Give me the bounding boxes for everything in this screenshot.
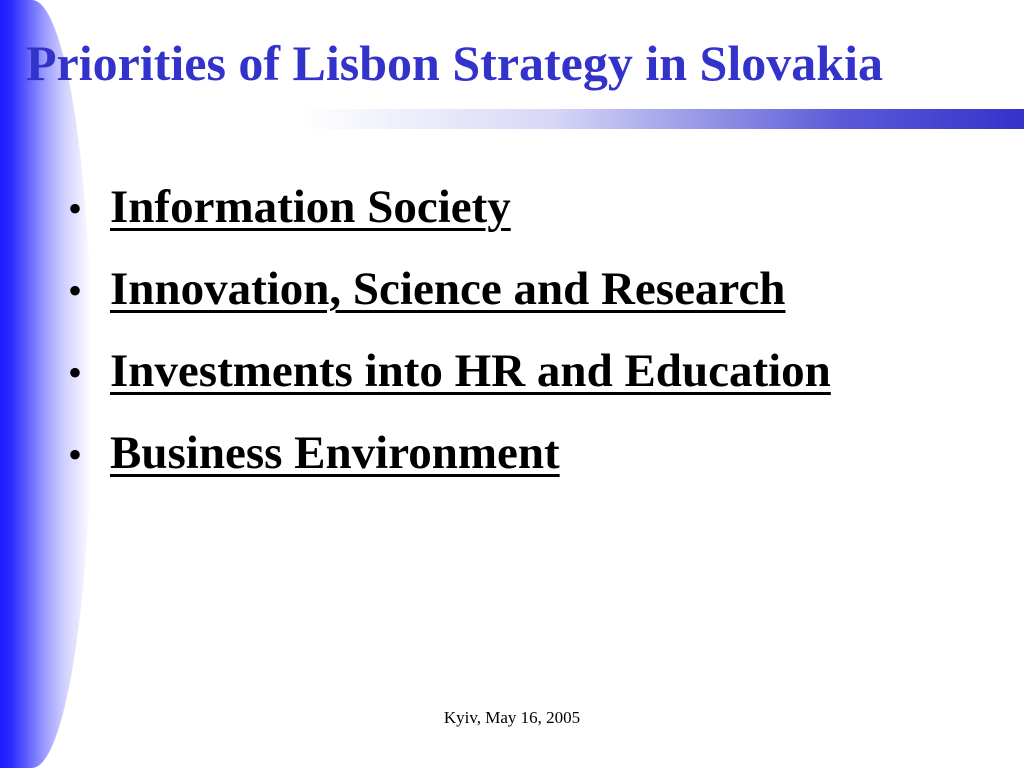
bullet-label[interactable]: Business Environment: [110, 427, 560, 479]
bullet-dot: •: [68, 268, 83, 313]
bullet-dot: •: [68, 350, 83, 395]
bullet-dot: •: [68, 432, 83, 477]
bullet-list: [68, 180, 831, 508]
bullet-item-business-environment: [68, 426, 831, 508]
bullet-label[interactable]: Investments into HR and Education: [110, 345, 831, 397]
bullet-item-investments-hr-education: [68, 344, 831, 426]
bullet-item-innovation-science-research: [68, 262, 831, 344]
bullet-label[interactable]: Innovation, Science and Research: [110, 263, 786, 315]
title-underline-gradient: [300, 109, 1024, 129]
slide-title: Priorities of Lisbon Strategy in Slovakia: [26, 35, 883, 91]
bullet-dot: •: [68, 186, 83, 231]
bullet-label[interactable]: Information Society: [110, 181, 511, 233]
bullet-item-information-society: [68, 180, 831, 262]
slide-footer-date: Kyiv, May 16, 2005: [443, 708, 581, 727]
